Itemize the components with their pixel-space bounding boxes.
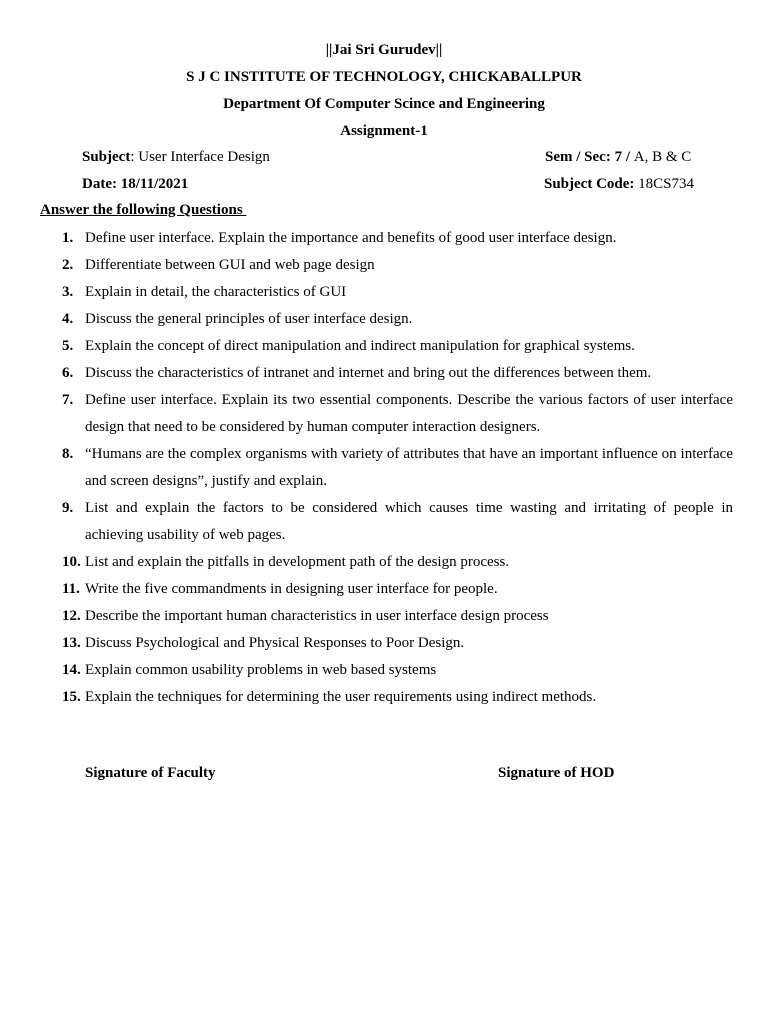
question-number: 5. (62, 338, 74, 354)
question-text: Define user interface. Explain its two essential components. Describe the various factors of user interface design that need to be considered by human computer interaction designers. (85, 392, 733, 435)
question-number: 9. (62, 500, 74, 516)
institute-name: S J C INSTITUTE OF TECHNOLOGY, CHICKABALLPUR (186, 69, 582, 85)
list-item (0, 630, 733, 657)
subject-label: Subject (82, 149, 131, 165)
question-number: 10. (62, 554, 81, 570)
question-text: List and explain the pitfalls in development path of the design process. (85, 554, 510, 570)
faculty-signature-label: Signature of Faculty (85, 765, 216, 781)
question-number: 1. (62, 230, 74, 246)
question-number: 8. (62, 446, 74, 462)
question-number: 15. (62, 689, 81, 705)
question-number: 13. (62, 635, 81, 651)
question-text: Discuss the characteristics of intranet and internet and bring out the differences between them. (85, 365, 652, 381)
question-number: 3. (62, 284, 74, 300)
list-item (0, 360, 733, 387)
list-item (0, 549, 733, 576)
question-text: Explain the concept of direct manipulation and indirect manipulation for graphical systems. (85, 338, 635, 354)
subject-code-label: Subject Code: (544, 176, 639, 192)
question-number: 14. (62, 662, 81, 678)
hod-signature-label: Signature of HOD (498, 765, 615, 781)
list-item (0, 657, 733, 684)
list-item (0, 252, 733, 279)
question-text: Write the five commandments in designing user interface for people. (85, 581, 498, 597)
subject-code-value: 18CS734 (638, 176, 695, 192)
sem-sec-label: Sem / Sec: 7 / (545, 149, 634, 165)
date-line (82, 174, 188, 194)
list-item (0, 684, 733, 711)
list-item (0, 279, 733, 306)
list-item (0, 306, 733, 333)
question-number: 12. (62, 608, 81, 624)
question-text: Explain the techniques for determining the user requirements using indirect methods. (85, 689, 597, 705)
list-item (0, 576, 733, 603)
department-name: Department Of Computer Scince and Engineering (223, 96, 545, 112)
question-text: Discuss the general principles of user interface design. (85, 311, 413, 327)
section-heading: Answer the following Questions (40, 202, 247, 218)
subject-line (82, 147, 270, 167)
question-text: “Humans are the complex organisms with variety of attributes that have an important influence on interface and screen designs”, justify and explain. (85, 446, 733, 489)
list-item (0, 387, 733, 441)
list-item (0, 603, 733, 630)
question-text: Define user interface. Explain the importance and benefits of good user interface design. (85, 230, 617, 246)
assignment-title: Assignment-1 (340, 123, 428, 139)
question-text: Explain common usability problems in web based systems (85, 662, 437, 678)
question-number: 2. (62, 257, 74, 273)
list-item (0, 333, 733, 360)
question-number: 7. (62, 392, 74, 408)
question-text: Describe the important human characteristics in user interface design process (85, 608, 549, 624)
sem-sec-value: A, B & C (633, 149, 692, 165)
question-text: Differentiate between GUI and web page design (85, 257, 375, 273)
question-number: 11. (62, 581, 80, 597)
sem-sec-line (545, 147, 691, 167)
question-text: Discuss Psychological and Physical Responses to Poor Design. (85, 635, 465, 651)
list-item (0, 441, 733, 495)
date-label: Date: 18/11/2021 (82, 176, 189, 192)
question-text: List and explain the factors to be considered which causes time wasting and irritating of people in achieving usability of web pages. (85, 500, 733, 543)
question-number: 4. (62, 311, 74, 327)
subject-value: : User Interface Design (130, 149, 270, 165)
subject-code-line (544, 174, 694, 194)
list-item (0, 495, 733, 549)
question-text: Explain in detail, the characteristics of GUI (85, 284, 347, 300)
question-number: 6. (62, 365, 74, 381)
question-list (0, 225, 768, 711)
invocation-line: ||Jai Sri Gurudev|| (325, 42, 443, 58)
list-item (0, 225, 733, 252)
